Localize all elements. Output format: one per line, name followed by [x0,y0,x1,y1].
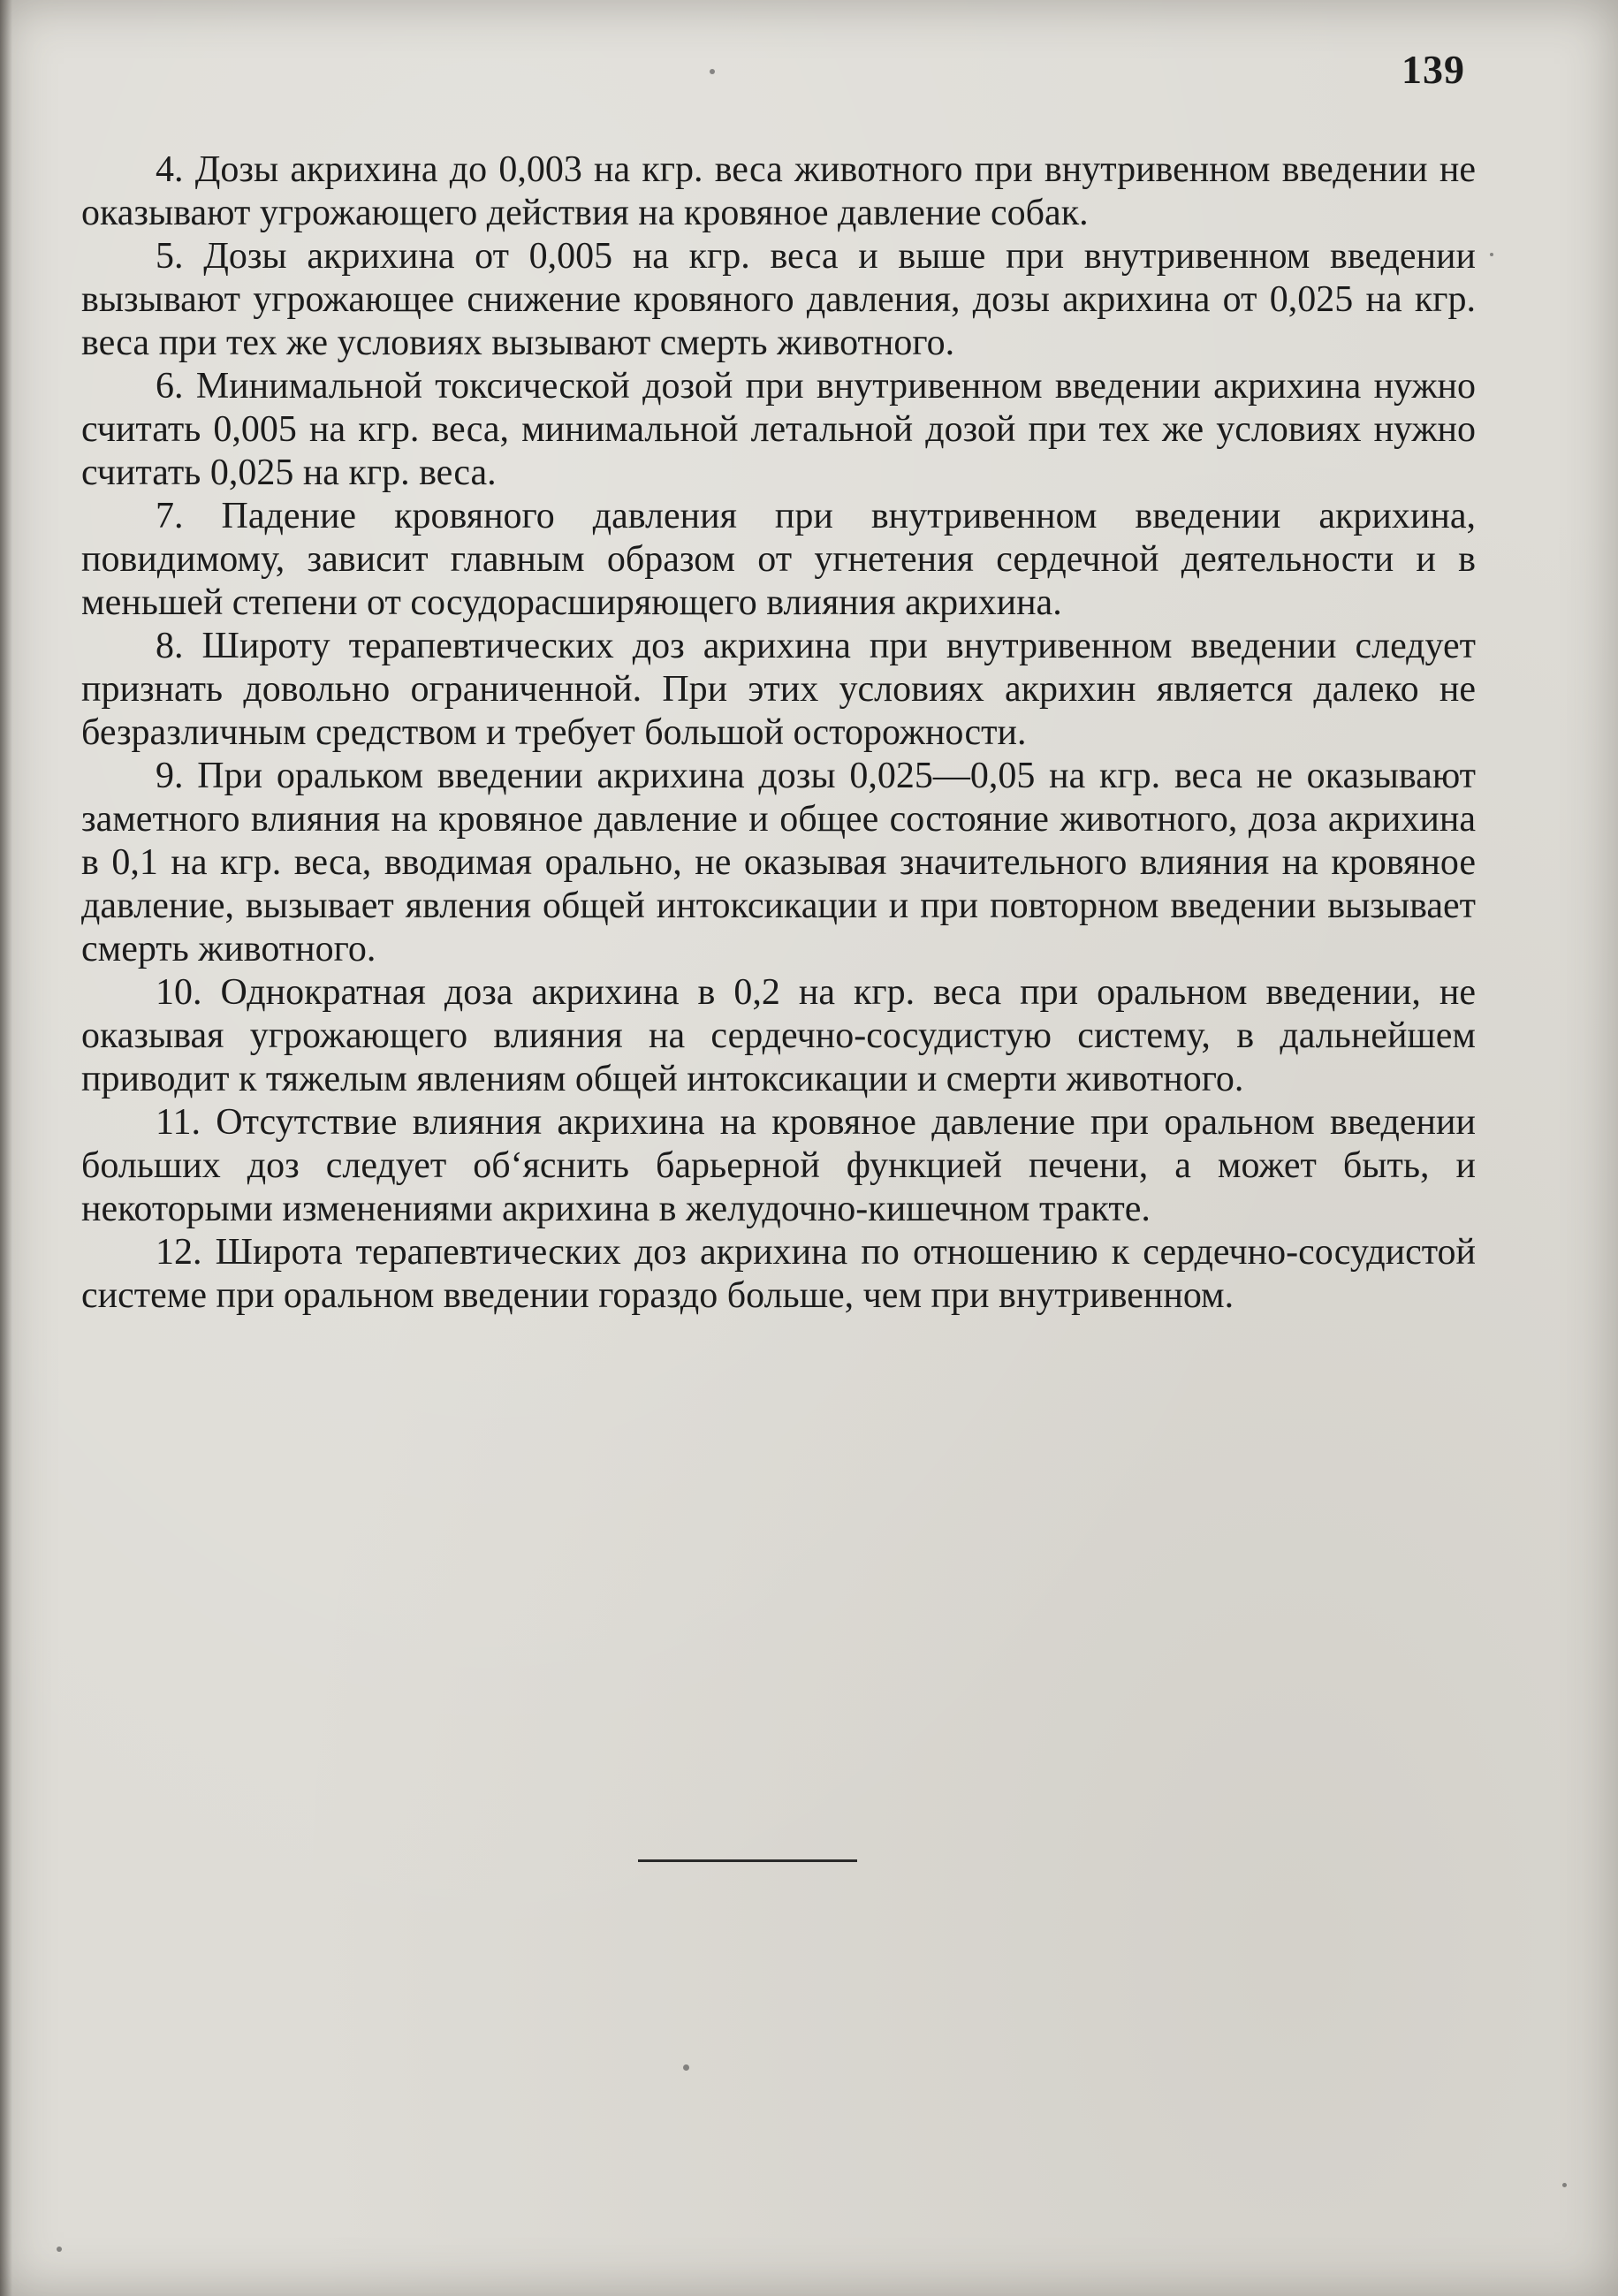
conclusion-paragraph-9: 9. При оральком введении акрихина дозы 0,025—0,05 на кгр. веса не оказывают заметного влияния на кровяное давление и общее состояние животного, доза акрихина в 0,1 на кгр. веса, вводимая орально, не оказывая значительного влияния на кровяное давление, вызывает явления общей интоксикации и при повторном введении вызывает смерть животного. [81,756,1476,969]
conclusion-paragraph-12: 12. Широта терапевтических доз акрихина по отношению к сердечно-сосудистой системе при оральном введении гораздо больше, чем при внутривенном. [81,1232,1476,1316]
print-speck [683,2064,689,2071]
conclusion-paragraph-5: 5. Дозы акрихина от 0,005 на кгр. веса и выше при внутривенном введении вызывают угрожающее снижение кровяного давления, дозы акрихина от 0,025 на кгр. веса при тех же условиях вызывают смерть животного. [81,236,1476,363]
page-binding-shadow [0,0,12,2296]
conclusion-paragraph-6: 6. Минимальной токсической дозой при внутривенном введении акрихина нужно считать 0,005 на кгр. веса, минимальной летальной дозой при тех же условиях нужно считать 0,025 на кгр. веса. [81,366,1476,493]
conclusions-text [81,148,1476,1318]
print-speck [710,69,715,74]
print-speck [1562,2183,1567,2187]
section-end-rule [638,1859,857,1862]
conclusion-paragraph-8: 8. Широту терапевтических доз акрихина при внутривенном введении следует признать довольно ограниченной. При этих условиях акрихин является далеко не безразличным средством и требует большой осторожности. [81,626,1476,753]
conclusion-paragraph-4: 4. Дозы акрихина до 0,003 на кгр. веса животного при внутривенном введении не оказывают угрожающего действия на кровяное давление собак. [81,149,1476,233]
conclusion-paragraph-10: 10. Однократная доза акрихина в 0,2 на кгр. веса при оральном введении, не оказывая угрожающего влияния на сердечно-сосудистую систему, в дальнейшем приводит к тяжелым явлениям общей интоксикации и смерти животного. [81,972,1476,1099]
print-speck [57,2247,62,2252]
print-speck [1490,253,1493,256]
conclusion-paragraph-11: 11. Отсутствие влияния акрихина на кровяное давление при оральном введении больших доз следует об‘яснить барьерной функцией печени, а может быть, и некоторыми изменениями акрихина в желудочно-кишечном тракте. [81,1102,1476,1229]
page-number: 139 [1402,47,1465,92]
conclusion-paragraph-7: 7. Падение кровяного давления при внутривенном введении акрихина, повидимому, зависит главным образом от угнетения сердечной деятельности и в меньшей степени от сосудорасширяющего влияния акрихина. [81,496,1476,623]
